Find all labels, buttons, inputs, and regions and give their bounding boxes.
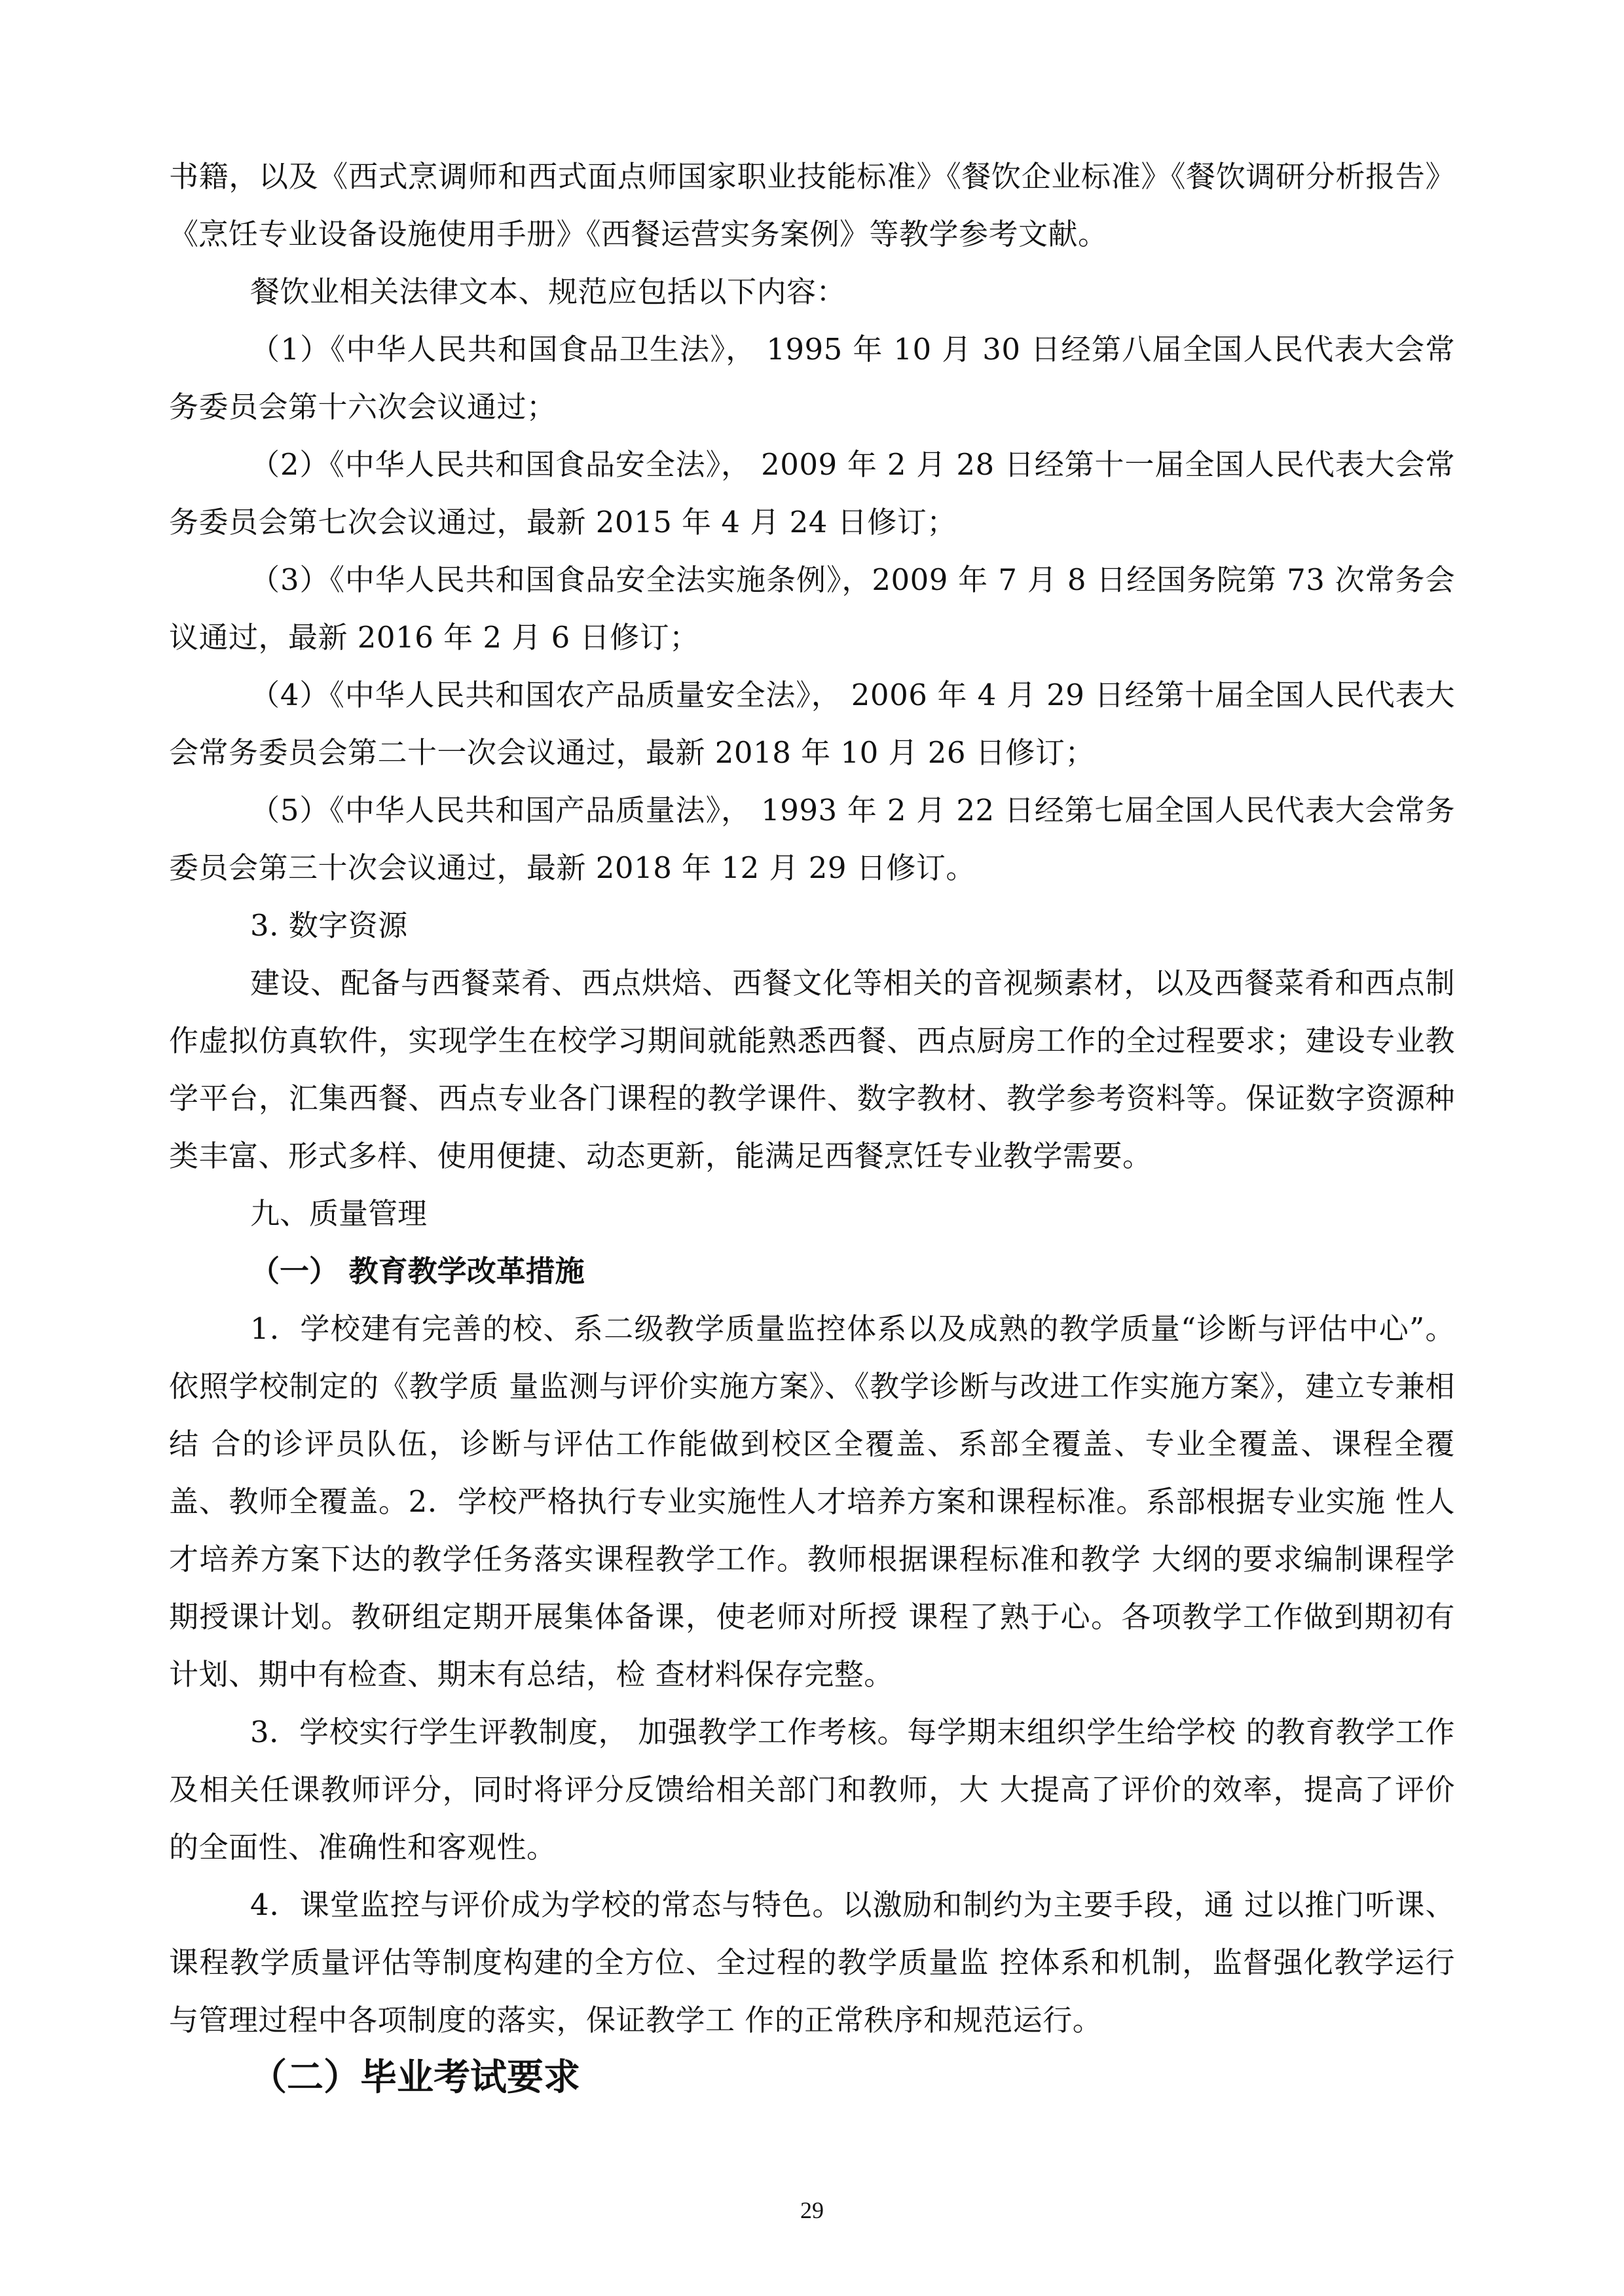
paragraph-measure-3: 3．学校实行学生评教制度， 加强教学工作考核。每学期末组织学生给学校 的教育教学工作及相关任课教师评分，同时将评分反馈给相关部门和教师，大 大提高了评价的效率，提高了评价的全面性、准确性和客观性。 <box>169 1715 1455 1865</box>
paragraph-law-intro: 餐饮业相关法律文本、规范应包括以下内容： <box>250 274 847 309</box>
paragraph-digital-resources: 建设、配备与西餐菜肴、西点烘焙、西餐文化等相关的音视频素材，以及西餐菜肴和西点制作虚拟仿真软件，实现学生在校学习期间就能熟悉西餐、西点厨房工作的全过程要求；建设专业教学平台，汇集西餐、西点专业各门课程的教学课件、数字教材、教学参考资料等。保证数字资源种类丰富、形式多样、使用便捷、动态更新，能满足西餐烹饪专业教学需要。 <box>169 966 1455 1173</box>
subsection-heading-graduation-exam: （二）毕业考试要求 <box>250 2056 580 2099</box>
paragraph-law-1: （1）《中华人民共和国食品卫生法》， 1995 年 10 月 30 日经第八届全国人民代表大会常务委员会第十六次会议通过； <box>169 332 1455 424</box>
paragraph-law-4: （4）《中华人民共和国农产品质量安全法》， 2006 年 4 月 29 日经第十届全国人民代表大会常务委员会第二十一次会议通过，最新 2018 年 10 月 26 日修订； <box>169 678 1455 770</box>
paragraph-references: 书籍，以及《西式烹调师和西式面点师国家职业技能标准》《餐饮企业标准》《餐饮调研分析报告》《烹饪专业设备设施使用手册》《西餐运营实务案例》等教学参考文献。 <box>169 159 1455 251</box>
paragraph-measure-1-2: 1．学校建有完善的校、系二级教学质量监控体系以及成熟的教学质量“诊断与评估中心”。 依照学校制定的《教学质 量监测与评价实施方案》、《教学诊断与改进工作实施方案》，建立专兼相结 合的诊评员队伍，诊断与评估工作能做到校区全覆盖、系部全覆盖、专业全覆盖、课程全覆盖、教师全覆盖。2．学校严格执行专业实施性人才培养方案和课程标准。系部根据专业实施 性人才培养方案下达的教学任务落实课程教学工作。教师根据课程标准和教学 大纲的要求编制课程学期授课计划。教研组定期开展集体备课，使老师对所授 课程了熟于心。各项教学工作做到期初有计划、期中有检查、期末有总结，检 查材料保存完整。 <box>169 1311 1455 1692</box>
subheading-digital-resources: 3. 数字资源 <box>250 908 408 943</box>
section-heading-quality-management: 九、质量管理 <box>250 1196 428 1231</box>
paragraph-measure-4: 4．课堂监控与评价成为学校的常态与特色。以激励和制约为主要手段，通 过以推门听课、课程教学质量评估等制度构建的全方位、全过程的教学质量监 控体系和机制，监督强化教学运行与管理过程中各项制度的落实，保证教学工 作的正常秩序和规范运行。 <box>169 1887 1455 2037</box>
paragraph-law-5: （5）《中华人民共和国产品质量法》， 1993 年 2 月 22 日经第七届全国人民代表大会常务委员会第三十次会议通过，最新 2018 年 12 月 29 日修订。 <box>169 793 1455 885</box>
paragraph-law-2: （2）《中华人民共和国食品安全法》， 2009 年 2 月 28 日经第十一届全国人民代表大会常务委员会第七次会议通过，最新 2015 年 4 月 24 日修订； <box>169 447 1455 539</box>
page-content <box>169 148 1455 2107</box>
paragraph-law-3: （3）《中华人民共和国食品安全法实施条例》，2009 年 7 月 8 日经国务院第 73 次常务会议通过，最新 2016 年 2 月 6 日修订； <box>169 562 1455 655</box>
subsection-heading-reform-measures: （一） 教育教学改革措施 <box>250 1254 585 1288</box>
page-number: 29 <box>800 2197 824 2223</box>
